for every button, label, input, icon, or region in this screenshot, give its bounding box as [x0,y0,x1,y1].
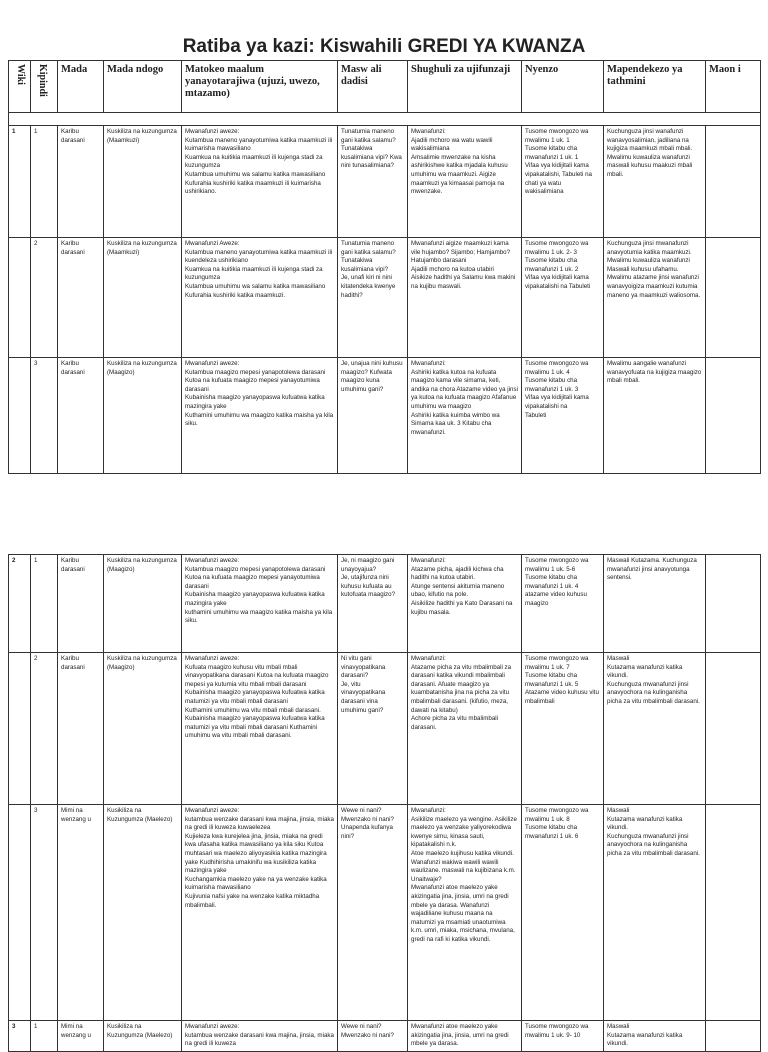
header-spacer-row [9,113,761,126]
cell-matokeo: Mwanafunzi aweze: Kutambua maneno yanayotumiwa katika maamkuzi ili kuimarisha mawasiliano Kuamkua na kuitikia maamkuzi ili kujenga stadi za kuzungumza Kutambua umuhimu wa salamu katika mawasiliano Kufurahia kushiriki katika maamkuzi ili kuimarisha ushirikiano. [182,126,338,238]
table-row [9,126,761,238]
col-header-matokeo: Matokeo maalum yanayotarajiwa (ujuzi, uwezo, mtazamo) [182,61,338,113]
col-header-shughuli: Shughuli za ujifunzaji [408,61,522,113]
cell-mapendekezo: Kuchunguza jinsi wanafunzi wanavyosalimian, jadiliana na kujigiza maamkuzi mbali mbali. Mwalimu kuwauliza wanafunzi maswali kuhusu maakuzi mbali mbali. [604,126,706,238]
cell-mada: Karibu darasani [58,238,104,358]
cell-shughuli: Mwanafunzi aigize maamkuzi kama vile hujambo? Sijambo; Hamjambo? Hatujambo darasani Ajadili mchoro na kutoa utabiri Aisikize hadithi ya Salamu kwa makini na kujibu maswali. [408,238,522,358]
cell-kipindi: 3 [31,358,58,474]
cell-nyenzo: Tusome mwongozo wa mwalimu 1 uk. 7 Tusome kitabu cha mwanafunzi 1 uk. 5 Atazame video kuhusu vitu mbalimbali [522,653,604,805]
cell-mada-ndogo: Kusikiliza na Kuzungumza (Maelezo) [104,1021,182,1052]
cell-shughuli: Mwanafunzi: Ajadili mchoro wa watu wawili wakisalimiana Amsalimie mwenzake na kisha ashirikishwe katika mjadala kuhusu umuhimu wa maamkuzi. Aigize maamkuzi ya kimaasai pamoja na mwenzake. [408,126,522,238]
cell-mada: Karibu darasani [58,653,104,805]
cell-matokeo: Mwanafunzi aweze: Kutambua maagizo mepesi yanapotolewa darasani Kutoa na kufuata maagizo mepesi yanayotumiwa darasani Kubainisha maagizo yanayopaswa kufuatwa katika mazingira yake Kuthamini umuhimu wa maagizo katika maisha ya kila siku. [182,358,338,474]
col-header-kipindi: Kipindi [31,61,58,113]
cell-nyenzo: Tusome mwongozo wa mwalimu 1 uk. 5-6 Tusome kitabu cha mwanafunzi 1 uk. 4 atazame video kuhusu maagizo [522,555,604,653]
cell-wiki [9,238,31,358]
cell-nyenzo: Tusome mwongozo wa mwalimu 1 uk. 1 Tusome kitabu cha mwanafunzi 1 uk. 1 Vifaa vya kidijitali kama vipakatalishi, Tabuleti na chati ya watu wakisalimiana [522,126,604,238]
cell-maswali: Wewe ni nani? Mwenzako ni nani? Unapenda kufanya nini? [338,805,408,1021]
cell-mada: Mimi na wenzang u [58,1021,104,1052]
cell-maoni [706,805,761,1021]
cell-mada-ndogo: Kuskiliza na kuzungumza (Maamkuzi) [104,238,182,358]
cell-mada-ndogo: Kuskiliza na kuzungumza (Maamkuzi) [104,126,182,238]
cell-mada-ndogo: Kuskiliza na kuzungumza (Maagizo) [104,555,182,653]
cell-nyenzo: Tusome mwongozo wa mwalimu 1 uk. 2- 3 Tusome kitabu cha mwanafunzi 1 uk. 2 Vifaa vya kidijitali kama vipakatalishi na Tabuleti [522,238,604,358]
cell-mapendekezo: Kuchunguza jinsi mwanafunzi anavyotumia katika maamkuzi. Mwalimu kuwauliza wanafunzi Maswali kuhusu ufahamu. Mwalimu atazame jinsi wanafunzi wanavyoigiza maamkuzi kutumia maneno ya maamkuzi waliosoma. [604,238,706,358]
table-row [9,805,761,1021]
col-header-nyenzo: Nyenzo [522,61,604,113]
cell-kipindi: 1 [31,555,58,653]
cell-maoni [706,555,761,653]
cell-mada: Karibu darasani [58,555,104,653]
cell-wiki [9,358,31,474]
table-row [9,358,761,474]
cell-maoni [706,358,761,474]
table-row [9,653,761,805]
cell-mada-ndogo: Kuskiliza na kuzungumza (Maagizo) [104,653,182,805]
cell-kipindi: 1 [31,1021,58,1052]
cell-shughuli: Mwanafunzi: Ashiriki katika kutoa na kufuata maagizo kama vile simama, keti, andika na chora Atazame video ya jinsi ya kutoa na kufuata maagizo Afafanue umuhimu wa maagizo Ashiriki katika kuimba wimbo wa Simama kaa uk. 3 Kitabu cha mwanafunzi. [408,358,522,474]
cell-maswali: Je, ni maagizo gani unayoyajua? Je, utajifunza nini kuhusu kufuata au kutofuata maagizo? [338,555,408,653]
cell-mada: Mimi na wenzang u [58,805,104,1021]
cell-mada-ndogo: Kusikiliza na Kuzungumza (Maelezo) [104,805,182,1021]
cell-wiki: 1 [9,126,31,238]
cell-kipindi: 2 [31,238,58,358]
cell-shughuli: Mwanafunzi: Asikilize maelezo ya wengine. Asikilize maelezo ya wenzake yaliyorekodiwa kwenye simu, kinasa sauti, kipatakalishi n.k. Atoe maelezo kujihusu katika vikundi. Wanafunzi wakiwa wawili wawili waulizane. maswali na kujibizana k.m. Unaitwaje? Mwanafunzi atoe maelezo yake akizingatia jina, jinsia, umri na gredi mbele ya darasa. Wanafunzi wajadiliane kuhusu maana na matumizi ya msamiati unaotumiwa k.m. umri, miaka, msichana, mvulana, gredi na rafi ki katika vikundi. [408,805,522,1021]
col-header-maswali: Masw ali dadisi [338,61,408,113]
cell-mada: Karibu darasani [58,126,104,238]
col-header-mada-ndogo: Mada ndogo [104,61,182,113]
col-header-mada: Mada [58,61,104,113]
cell-maswali: Ni vitu gani vinavyopatikana darasani? Je, vitu vinavyopatikana darasani vina umuhimu gani? [338,653,408,805]
cell-nyenzo: Tusome mwongozo wa mwalimu 1 uk. 8 Tusome kitabu cha mwanafunzi 1 uk. 6 [522,805,604,1021]
scheme-table-week1 [8,60,761,474]
cell-shughuli: Mwanafunzi: Atazame picha za vitu mbalimbali za darasani katika vikundi mbalimbali darasani. Afuate maagizo ya kuambatanisha jina na picha za vitu mbalimbali darasani. (kifutio, meza, dawati na kitabu) Achore picha za vitu mbalimbali darasani. [408,653,522,805]
cell-mapendekezo: Maswali Kutazama wanafunzi katika vikundi. Kuchunguza mwanafunzi jinsi anavyochora na kulinganisha picha za vitu mbalimbali darasani. [604,653,706,805]
table-header-row [9,61,761,113]
scheme-table-week2 [8,554,761,1052]
col-header-wiki: Wiki [9,61,31,113]
cell-kipindi: 2 [31,653,58,805]
cell-maswali: Tunatumia maneno gani katika salamu? Tunatakiwa kusalimiana vipi? Kwa nini tunasalimiana? [338,126,408,238]
cell-mapendekezo: Maswali Kutazama wanafunzi katika vikundi. [604,1021,706,1052]
cell-mapendekezo: Maswali Kutazama. Kuchunguza mwanafunzi jinsi anavyotunga sentensi. [604,555,706,653]
cell-mada: Karibu darasani [58,358,104,474]
table-row [9,238,761,358]
cell-maswali: Wewe ni nani? Mwenzako ni nani? [338,1021,408,1052]
table-row [9,555,761,653]
cell-wiki: 3 [9,1021,31,1052]
cell-maswali: Je, unajua nini kuhusu maagizo? Kufwata maagizo kuna umuhimu gani? [338,358,408,474]
cell-maoni [706,1021,761,1052]
cell-maoni [706,238,761,358]
cell-shughuli: Mwanafunzi: Atazame picha, ajadili kichwa cha hadithi na kutoa utabiri. Atunge sentensi akitumia maneno ubao, kifutio na pole. Aisikilize hadithi ya Kato Darasani na kujibu masala. [408,555,522,653]
cell-mada-ndogo: Kuskiliza na kuzungumza (Maagizo) [104,358,182,474]
cell-maswali: Tunatumia maneno gani katika salamu? Tunatakiwa kusalimiana vipi? Je, unafi kiri ni nini kitatendeka kwenye hadithi? [338,238,408,358]
col-header-maoni: Maon i [706,61,761,113]
cell-mapendekezo: Maswali Kutazama wanafunzi katika vikundi. Kuchunguza mwanafunzi jinsi anavyochora na kulinganisha picha za vitu mbalimbali darasani. [604,805,706,1021]
col-header-mapendekezo: Mapendekezo ya tathmini [604,61,706,113]
cell-wiki [9,653,31,805]
cell-matokeo: Mwanafunzi aweze: kutambua wenzake darasani kwa majina, jinsia, miaka na gredi ili kuweza [182,1021,338,1052]
cell-nyenzo: Tusome mwongozo wa mwalimu 1 uk. 4 Tusome kitabu cha mwanafunzi 1 uk. 3 Vifaa vya kidijitali kama vipakatalishi na Tabuleti [522,358,604,474]
cell-matokeo: Mwanafunzi Aweze: Kutambua maneno yanayotumiwa katika maamkuzi ili kuendeleza ushirikiano Kuamkua na kuitikia maamkuzi ili kujenga stadi za kuzungumza Kutambua umuhimu wa salamu katika mawasiliano Kufurahia kushiriki katika maamkuzi. [182,238,338,358]
cell-shughuli: Mwanafunzi atoe maelezo yake akizingatia jina, jinsia, umri na gredi mbele ya darasa. [408,1021,522,1052]
cell-maoni [706,126,761,238]
cell-matokeo: Mwanafunzi aweze: kutambua wenzake darasani kwa majina, jinsia, miaka na gredi ili kuweza kuwaelezea Kujieleza kwa kurejelea jina, jinsia, miaka na gredi kwa ufasaha katika mawasiliano ya kila siku Kutoa muhtasari wa maelezo aliyoyasikia katika mazingira yake Kudhihirisha umakinifu wa kusikiliza katika mazingira yake Kuchangamkia maelezo yake na ya wenzake katika kuimarisha mawasiliano Kujivunia nafsi yake na wenzake katika miktadha mbalimbali. [182,805,338,1021]
cell-matokeo: Mwanafunzi aweze: Kufuata maagizo kuhusu vitu mbali mbali vinavyopatikana darasani Kutoa na kufuata maagizo mepesi ya kutumia vitu mbali mbali darasani Kubainisha maagizo yanayopaswa kufuatwa katika matumizi ya vitu mbali mbali darasani Kuthamini umuhimu wa vitu mbali mbali darasani. Kubainisha maagizo yanayopaswa kufuatwa katika matumizi ya vitu mbali mbali darasani Kuthamini umuhimu wa vitu mbali mbali darasani. [182,653,338,805]
cell-maoni [706,653,761,805]
page-title: Ratiba ya kazi: Kiswahili GREDI YA KWANZA [182,36,586,57]
cell-mapendekezo: Mwalimu aangalie wanafunzi wanavyofuata na kujigiza maagizo mbali mbali. [604,358,706,474]
table-row [9,1021,761,1052]
cell-kipindi: 3 [31,805,58,1021]
cell-wiki: 2 [9,555,31,653]
cell-kipindi: 1 [31,126,58,238]
cell-matokeo: Mwanafunzi aweze: Kutambua maagizo mepesi yanapotolewa darasani Kutoa na kufuata maagizo mepesi yanayotumiwa darasani Kubainisha maagizo yanayopaswa kufuatwa katika mazingira yake kuthamini umuhimu wa maagizo katika maisha ya kila siku. [182,555,338,653]
cell-nyenzo: Tusome mwongozo wa mwalimu 1 uk. 9- 10 [522,1021,604,1052]
cell-wiki [9,805,31,1021]
